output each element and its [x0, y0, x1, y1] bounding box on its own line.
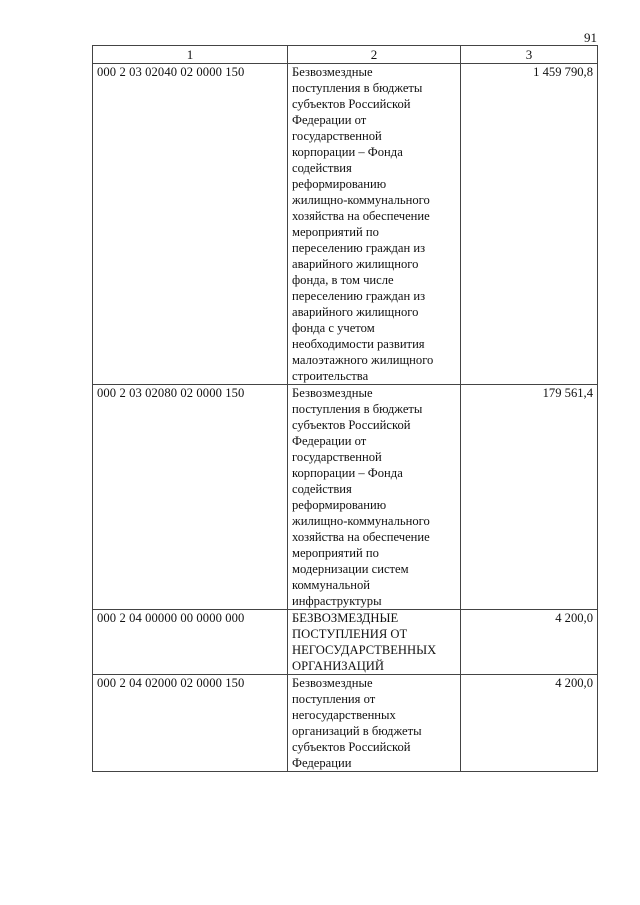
table-body — [93, 64, 598, 772]
row-name-line: корпорации – Фонда — [292, 145, 403, 159]
row-name-line: Безвозмездные — [292, 676, 373, 690]
row-name-line: поступления в бюджеты — [292, 81, 423, 95]
row-name-line: малоэтажного жилищного — [292, 353, 434, 367]
row-name-line: содействия — [292, 482, 352, 496]
row-name-line: корпорации – Фонда — [292, 466, 403, 480]
row-name-line: Федерации от — [292, 434, 367, 448]
row-amount-cell: 179 561,4 — [461, 385, 598, 610]
row-name-line: коммунальной — [292, 578, 371, 592]
table-row — [93, 64, 598, 385]
row-name-line: фонда с учетом — [292, 321, 375, 335]
column-header-code: 1 — [93, 46, 288, 64]
row-name-line: субъектов Российской — [292, 97, 411, 111]
row-name-line: фонда, в том числе — [292, 273, 394, 287]
row-name-cell — [288, 610, 461, 675]
row-code-cell: 000 2 04 00000 00 0000 000 — [93, 610, 288, 675]
column-number-header-row — [93, 46, 598, 64]
row-name-line: необходимости развития — [292, 337, 425, 351]
row-name-line: хозяйства на обеспечение — [292, 209, 430, 223]
row-name-cell — [288, 385, 461, 610]
row-name-line: поступления в бюджеты — [292, 402, 423, 416]
row-name-line: реформированию — [292, 498, 387, 512]
row-name-line: переселению граждан из — [292, 289, 426, 303]
row-name-line: аварийного жилищного — [292, 257, 419, 271]
row-name-cell — [288, 675, 461, 772]
row-name-line: организаций в бюджеты — [292, 724, 422, 738]
row-name-line: инфраструктуры — [292, 594, 382, 608]
row-code-cell: 000 2 03 02040 02 0000 150 — [93, 64, 288, 385]
table-row — [93, 385, 598, 610]
table-row — [93, 675, 598, 772]
row-name-line: государственной — [292, 129, 382, 143]
row-name-line: субъектов Российской — [292, 418, 411, 432]
row-name-line: модернизации систем — [292, 562, 409, 576]
row-name-line: негосударственных — [292, 708, 396, 722]
row-amount-cell: 1 459 790,8 — [461, 64, 598, 385]
row-name-line: жилищно-коммунального — [292, 193, 430, 207]
row-name-line: Федерации — [292, 756, 352, 770]
row-name-line: содействия — [292, 161, 352, 175]
row-name-line: Безвозмездные — [292, 65, 373, 79]
page-number: 91 — [584, 30, 597, 45]
row-name-line: переселению граждан из — [292, 241, 426, 255]
row-name-line: Федерации от — [292, 113, 367, 127]
table-row — [93, 610, 598, 675]
row-name-line: реформированию — [292, 177, 387, 191]
row-name-line: ПОСТУПЛЕНИЯ ОТ — [292, 627, 408, 641]
row-name-cell — [288, 64, 461, 385]
row-code-cell: 000 2 04 02000 02 0000 150 — [93, 675, 288, 772]
row-name-line: хозяйства на обеспечение — [292, 530, 430, 544]
row-name-line: жилищно-коммунального — [292, 514, 430, 528]
row-name-line: ОРГАНИЗАЦИЙ — [292, 659, 384, 673]
row-name-line: НЕГОСУДАРСТВЕННЫХ — [292, 643, 437, 657]
row-name-line: мероприятий по — [292, 546, 379, 560]
column-header-amount: 3 — [461, 46, 598, 64]
row-name-line: БЕЗВОЗМЕЗДНЫЕ — [292, 611, 399, 625]
row-name-line: поступления от — [292, 692, 376, 706]
row-code-cell: 000 2 03 02080 02 0000 150 — [93, 385, 288, 610]
row-name-line: строительства — [292, 369, 369, 383]
row-name-line: мероприятий по — [292, 225, 379, 239]
row-name-line: субъектов Российской — [292, 740, 411, 754]
row-name-line: государственной — [292, 450, 382, 464]
column-header-name: 2 — [288, 46, 461, 64]
row-amount-cell: 4 200,0 — [461, 610, 598, 675]
row-name-line: Безвозмездные — [292, 386, 373, 400]
budget-revenue-table — [92, 45, 598, 772]
row-amount-cell: 4 200,0 — [461, 675, 598, 772]
row-name-line: аварийного жилищного — [292, 305, 419, 319]
